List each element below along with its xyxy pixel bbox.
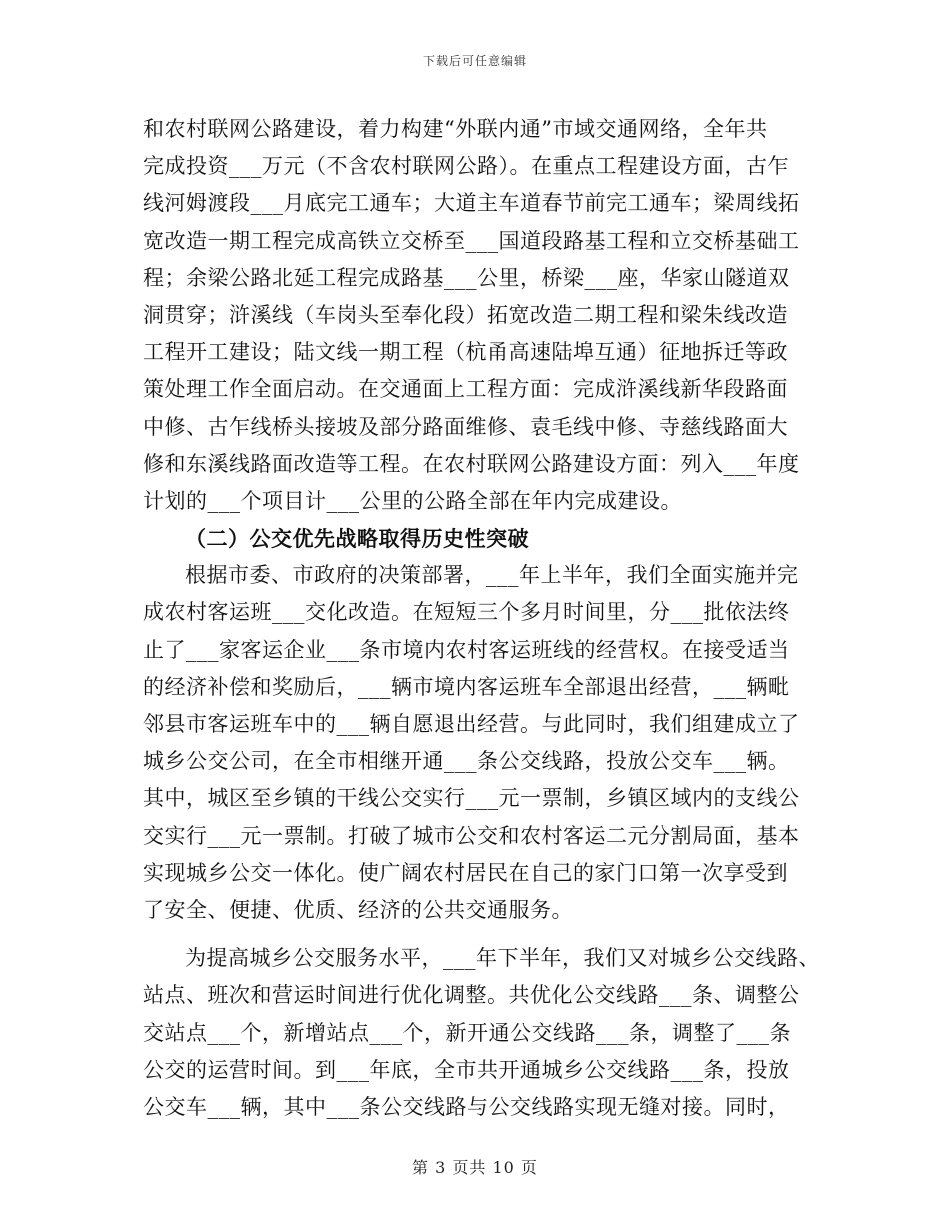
paragraph-line: 根据市委、市政府的决策部署，___年上半年，我们全面实施并完	[185, 563, 799, 588]
paragraph-line: 站点、班次和营运时间进行优化调整。共优化公交线路___条、调整公	[143, 983, 800, 1008]
paragraph-line: 城乡公交公司，在全市相继开通___条公交线路，投放公交车___辆。	[143, 749, 790, 774]
paragraph-line: 工程开工建设；陆文线一期工程（杭甬高速陆埠互通）征地拆迁等政	[143, 340, 788, 365]
paragraph-line: 其中，城区至乡镇的干线公交实行___元一票制，乡镇区域内的支线公	[143, 786, 800, 811]
paragraph-line: 程；余梁公路北延工程完成路基___公里，桥梁___座，华家山隧道双	[143, 265, 790, 290]
paragraph-line: 宽改造一期工程完成高铁立交桥至___国道段路基工程和立交桥基础工	[143, 228, 800, 253]
paragraph-line: 和农村联网公路建设，着力构建“外联内通”市域交通网络，全年共	[143, 117, 768, 141]
paragraph-line: 为提高城乡公交服务水平，___年下半年，我们又对城乡公交线路、	[185, 946, 820, 971]
paragraph-line: 线河姆渡段___月底完工通车；大道主车道春节前完工通车；梁周线拓	[143, 191, 800, 216]
paragraph-line: 洞贯穿；浒溪线（车岗头至奉化段）拓宽改造二期工程和梁朱线改造	[143, 302, 788, 327]
paragraph-line: 计划的___个项目计___公里的公路全部在年内完成建设。	[143, 488, 682, 513]
paragraph-line: 公交的运营时间。到___年底，全市共开通城乡公交线路___条，投放	[143, 1057, 790, 1082]
paragraph-line: 修和东溪线路面改造等工程。在农村联网公路建设方面：列入___年度	[143, 451, 800, 476]
document-body	[143, 111, 843, 1126]
paragraph-line: 的经济补偿和奖励后，___辆市境内客运班车全部退出经营，___辆毗	[143, 674, 790, 699]
section-heading: （二）公交优先战略取得历史性突破	[185, 526, 529, 552]
page-footer: 第 3 页共 10 页	[412, 1158, 538, 1177]
page-header: 下载后可任意编辑	[422, 54, 527, 68]
paragraph-line: 实现城乡公交一体化。使广阔农村居民在自己的家门口第一次享受到	[143, 860, 788, 885]
paragraph-line: 交实行___元一票制。打破了城市公交和农村客运二元分割局面，基本	[143, 823, 800, 848]
paragraph-line: 公交车___辆，其中___条公交线路与公交线路实现无缝对接。同时，	[143, 1094, 790, 1119]
paragraph-line: 策处理工作全面启动。在交通面上工程方面：完成浒溪线新华段路面	[143, 377, 788, 402]
paragraph-line: 邻县市客运班车中的___辆自愿退出经营。与此同时，我们组建成立了	[143, 712, 800, 736]
paragraph-line: 中修、古乍线桥头接坡及部分路面维修、袁毛线中修、寺慈线路面大	[143, 414, 788, 439]
paragraph-line: 完成投资___万元（不含农村联网公路）。在重点工程建设方面，古乍	[143, 154, 789, 179]
paragraph-line: 了安全、便捷、优质、经济的公共交通服务。	[143, 897, 573, 922]
paragraph-line: 止了___家客运企业___条市境内农村客运班线的经营权。在接受适当	[143, 637, 790, 662]
paragraph-line: 成农村客运班___交化改造。在短短三个多月时间里，分___批依法终	[143, 600, 790, 625]
paragraph-line: 交站点___个，新增站点___个，新开通公交线路___条，调整了___条	[143, 1020, 791, 1045]
